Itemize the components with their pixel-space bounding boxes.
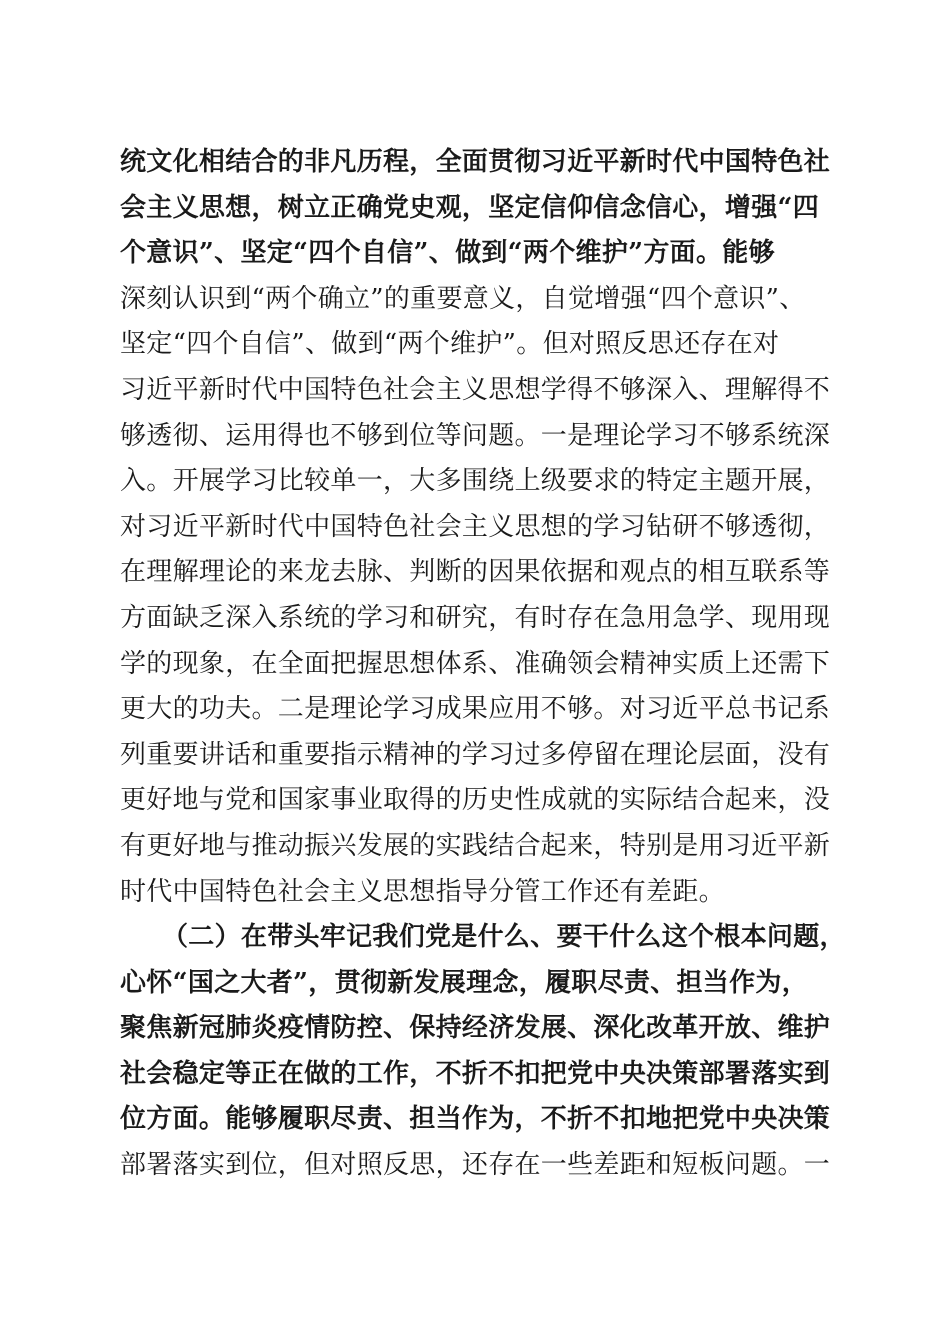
text-line: 统文化相结合的非凡历程，全面贯彻习近平新时代中国特色社 bbox=[120, 147, 831, 177]
text-line: 方面缺乏深入系统的学习和研究，有时存在急用急学、现用现 bbox=[120, 602, 831, 633]
text-line: 够透彻、运用得也不够到位等问题。一是理论学习不够系统深 bbox=[120, 420, 831, 451]
text-line: 部署落实到位，但对照反思，还存在一些差距和短板问题。一 bbox=[120, 1150, 831, 1181]
text-line: 习近平新时代中国特色社会主义思想学得不够深入、理解得不 bbox=[120, 374, 831, 405]
text-line: 在理解理论的来龙去脉、判断的因果依据和观点的相互联系等 bbox=[120, 557, 831, 588]
text-line: 个意识”、坚定“四个自信”、做到“两个维护”方面。能够 bbox=[120, 238, 775, 269]
text-line: 时代中国特色社会主义思想指导分管工作还有差距。 bbox=[120, 876, 725, 907]
text-line: 更大的功夫。二是理论学习成果应用不够。对习近平总书记系 bbox=[120, 694, 831, 725]
text-line: 坚定“四个自信”、做到“两个维护”。但对照反思还存在对 bbox=[120, 329, 780, 360]
text-line: 有更好地与推动振兴发展的实践结合起来，特别是用习近平新 bbox=[120, 830, 831, 861]
text-line: 入。开展学习比较单一，大多围绕上级要求的特定主题开展， bbox=[120, 466, 831, 497]
text-line: 聚焦新冠肺炎疫情防控、保持经济发展、深化改革开放、维护 bbox=[120, 1013, 831, 1044]
text-line: 学的现象，在全面把握思想体系、准确领会精神实质上还需下 bbox=[120, 648, 831, 679]
text-line: 社会稳定等正在做的工作，不折不扣把党中央决策部署落实到 bbox=[120, 1058, 831, 1089]
text-line: 心怀“国之大者”，贯彻新发展理念，履职尽责、担当作为， bbox=[120, 967, 809, 998]
text-line: 更好地与党和国家事业取得的历史性成就的实际结合起来，没 bbox=[120, 785, 831, 816]
text-line: 深刻认识到“两个确立”的重要意义，自觉增强“四个意识”、 bbox=[120, 283, 806, 314]
section-heading-line: （二）在带头牢记我们党是什么、要干什么这个根本问题， bbox=[162, 922, 846, 953]
text-line: 对习近平新时代中国特色社会主义思想的学习钻研不够透彻， bbox=[120, 511, 831, 542]
body-text bbox=[120, 140, 846, 1189]
text-line: 会主义思想，树立正确党史观，坚定信仰信念信心，增强“四 bbox=[120, 192, 820, 223]
text-line: 列重要讲话和重要指示精神的学习过多停留在理论层面，没有 bbox=[120, 739, 831, 770]
text-line: 位方面。能够履职尽责、担当作为，不折不扣地把党中央决策 bbox=[120, 1104, 831, 1135]
